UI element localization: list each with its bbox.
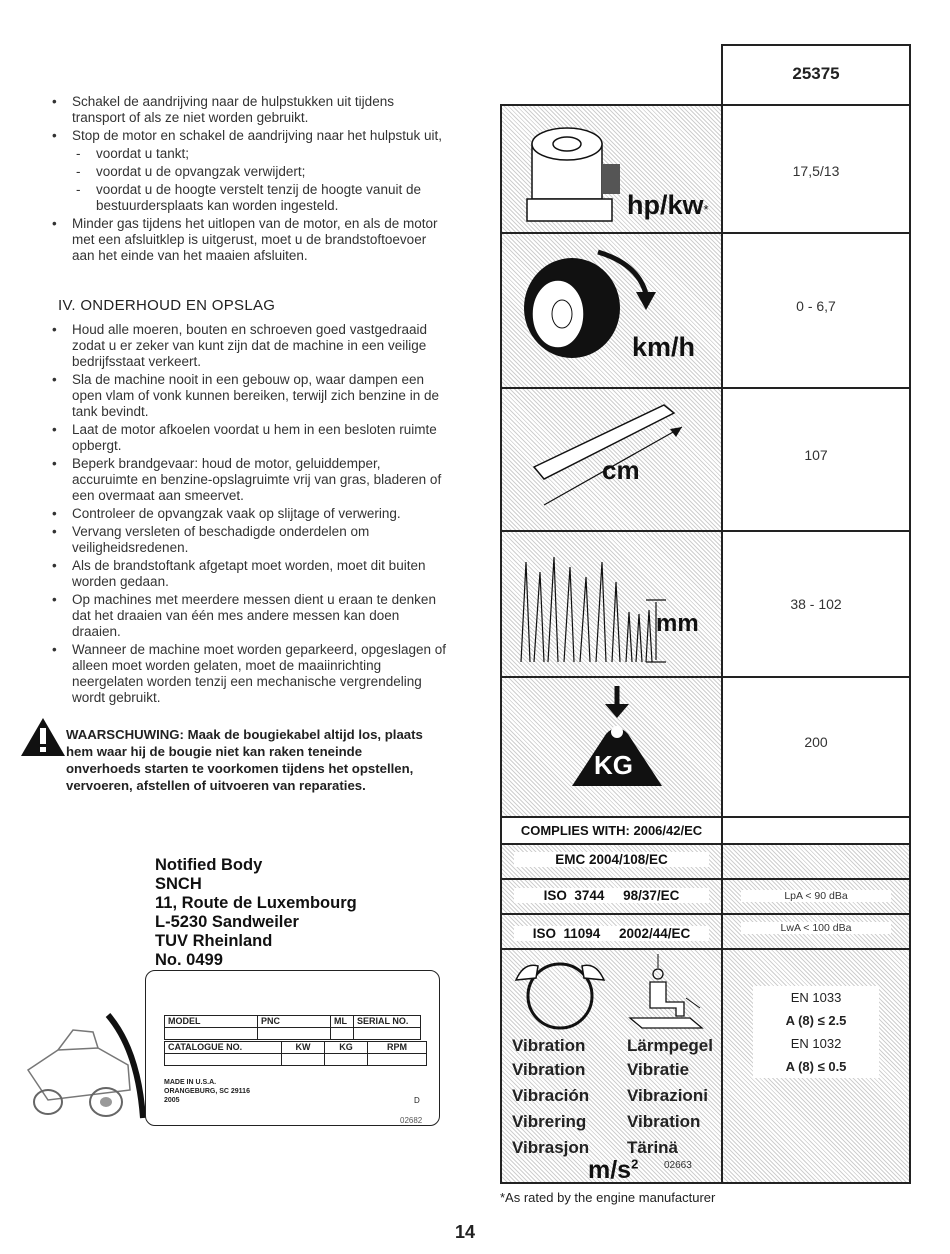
emc-text: EMC 2004/108/EC — [514, 852, 709, 867]
vib-value-1: EN 1033 — [790, 990, 842, 1005]
iso11094-cell — [500, 913, 723, 950]
label-plate — [145, 970, 440, 1126]
intro-item: - voordat u tankt; — [52, 146, 447, 162]
vibration-cell — [500, 948, 723, 1184]
iso11094-value-cell — [721, 913, 911, 950]
maintenance-item: • Wanneer de machine moet worden geparkeerd, opgeslagen of alleen moet worden gelaten, moet de maaiinrichting neergelaten worden tenzij een mechanische vergrendeling wordt gebruikt. — [52, 642, 447, 706]
notified-body-line: L-5230 Sandweiler — [155, 913, 299, 931]
speed-icon-cell — [500, 232, 723, 389]
vibration-value-cell — [721, 948, 911, 1184]
plate-model: MODEL — [165, 1016, 258, 1028]
weight-value: 200 — [804, 734, 828, 750]
plate-year: 2005 — [164, 1097, 180, 1104]
maintenance-item: • Beperk brandgevaar: houd de motor, geluiddemper, accuruimte en benzine-opslagruimte vrij van gras, bladeren of een overmaat aan smeervet. — [52, 456, 447, 504]
speed-value: 0 - 6,7 — [796, 298, 836, 314]
weight-icon-cell — [500, 676, 723, 818]
plate-ml: ML — [331, 1016, 354, 1028]
notified-body-line: SNCH — [155, 875, 202, 893]
cut-unit: cm — [602, 455, 640, 485]
plate-footer — [164, 1078, 250, 1105]
iso11094-value: LwA < 100 dBa — [741, 922, 891, 934]
vib-word-9: Vibrasjon — [512, 1138, 590, 1157]
plate-table — [164, 1015, 421, 1040]
vib-word-10: Tärinä — [627, 1138, 679, 1157]
cut-value: 107 — [804, 447, 828, 463]
vib-word-4: Vibratie — [627, 1060, 690, 1079]
power-icon-cell — [500, 104, 723, 234]
height-unit: mm — [656, 610, 699, 637]
vib-word-1: Vibration — [512, 1036, 586, 1055]
plate-corner: D — [414, 1096, 420, 1105]
vib-word-6: Vibrazioni — [627, 1086, 708, 1105]
model-number: 25375 — [792, 64, 840, 83]
footnote: *As rated by the engine manufacturer — [500, 1190, 716, 1205]
cut-value-cell — [721, 387, 911, 532]
iso3744-text: ISO 3744 98/37/EC — [514, 888, 709, 903]
vib-word-2: Lärmpegel — [627, 1036, 713, 1055]
plate-kg: KG — [325, 1042, 368, 1054]
emc-cell — [500, 843, 723, 880]
power-value-cell — [721, 104, 911, 234]
intro-item: - voordat u de opvangzak verwijdert; — [52, 164, 447, 180]
vib-word-3: Vibration — [512, 1060, 586, 1079]
iso11094-text: ISO 11094 2002/44/EC — [514, 926, 709, 941]
maintenance-item: • Als de brandstoftank afgetapt moet worden, moet dit buiten worden gedaan. — [52, 558, 447, 590]
vib-word-8: Vibration — [627, 1112, 701, 1131]
power-unit: hp/kw* — [627, 190, 709, 220]
intro-item: • Schakel de aandrijving naar de hulpstukken uit tijdens transport of als ze niet worden gebruikt. — [52, 94, 447, 126]
plate-kw: KW — [282, 1042, 325, 1054]
grass-icon — [516, 542, 666, 667]
page-number: 14 — [455, 1222, 476, 1242]
vib-unit: $m/s^2$ — [588, 1156, 639, 1184]
vib-value-4: A (8) ≤ 0.5 — [785, 1059, 847, 1074]
plate-address: ORANGEBURG, SC 29116 — [164, 1088, 250, 1095]
notified-body-line: No. 0499 — [155, 951, 223, 969]
vib-word-5: Vibración — [512, 1086, 590, 1105]
notified-body-line: Notified Body — [155, 856, 263, 874]
blade-icon — [524, 397, 689, 507]
model-header-cell — [721, 44, 911, 106]
notified-body — [155, 856, 357, 970]
plate-table-2 — [164, 1041, 427, 1066]
vib-code: 02663 — [664, 1160, 692, 1171]
iso3744-value-cell — [721, 878, 911, 915]
plate-made-in: MADE IN U.S.A. — [164, 1079, 217, 1086]
warning-icon — [20, 716, 66, 758]
height-value-cell — [721, 530, 911, 678]
plate-pnc: PNC — [258, 1016, 331, 1028]
speed-value-cell — [721, 232, 911, 389]
cut-icon-cell — [500, 387, 723, 532]
intro-item: • Minder gas tijdens het uitlopen van de motor, en als de motor met een afsluitklep is uitgerust, moet u de brandstoftoevoer aan het einde van het maaien afsluiten. — [52, 216, 447, 264]
intro-list — [52, 94, 447, 266]
warning-text: WAARSCHUWING: Maak de bougiekabel altijd los, plaats hem waar hij de bougie niet kan raken teneinde onverhoeds starten te voorkomen tijdens het opstellen, vervoeren, afstellen of uitvoeren van reparaties. — [66, 727, 423, 793]
steering-wheel-icon — [512, 956, 608, 1034]
section-heading: IV. ONDERHOUD EN OPSLAG — [58, 297, 276, 314]
intro-item: - voordat u de hoogte verstelt tenzij de hoogte vanuit de bestuurdersplaats kan worden ingesteld. — [52, 182, 447, 214]
maintenance-item: • Vervang versleten of beschadigde onderdelen om veiligheidsredenen. — [52, 524, 447, 556]
vib-value-3: EN 1032 — [790, 1036, 842, 1051]
speed-unit: km/h — [632, 332, 696, 362]
maintenance-item: • Sla de machine nooit in een gebouw op, waar dampen een open vlam of vonk kunnen bereiken, terwijl zich benzine in de tank bevindt. — [52, 372, 447, 420]
tractor-illustration — [18, 1010, 148, 1120]
vib-values — [753, 986, 879, 1078]
vib-value-2: A (8) ≤ 2.5 — [785, 1013, 847, 1028]
emc-value-cell — [721, 843, 911, 880]
maintenance-item: • Controleer de opvangzak vaak op slijtage of verwering. — [52, 506, 447, 522]
weight-unit: KG — [594, 750, 633, 780]
power-value: 17,5/13 — [792, 163, 840, 179]
vib-word-7: Vibrering — [512, 1112, 587, 1131]
maintenance-item: • Op machines met meerdere messen dient u eraan te denken dat het draaien van één mes andere messen kan doen draaien. — [52, 592, 447, 640]
engine-icon — [522, 114, 627, 229]
maintenance-list — [52, 322, 447, 708]
complies-text: COMPLIES WITH: 2006/42/EC — [520, 823, 703, 838]
plate-code: 02682 — [400, 1116, 423, 1125]
height-icon-cell — [500, 530, 723, 678]
height-value: 38 - 102 — [790, 596, 842, 612]
weight-value-cell — [721, 676, 911, 818]
plate-serial: SERIAL NO. — [354, 1016, 421, 1028]
iso3744-cell — [500, 878, 723, 915]
complies-cell — [500, 816, 723, 845]
iso3744-value: LpA < 90 dBa — [741, 890, 891, 902]
seated-operator-icon — [620, 952, 715, 1032]
intro-item: • Stop de motor en schakel de aandrijving naar het hulpstuk uit, — [52, 128, 447, 144]
notified-body-line: TUV Rheinland — [155, 932, 273, 950]
notified-body-line: 11, Route de Luxembourg — [155, 894, 357, 912]
maintenance-item: • Houd alle moeren, bouten en schroeven goed vastgedraaid zodat u er zeker van kunt zijn dat de machine in een veilige bedrijfsstaat verkeert. — [52, 322, 447, 370]
maintenance-item: • Laat de motor afkoelen voordat u hem in een besloten ruimte opbergt. — [52, 422, 447, 454]
plate-rpm: RPM — [368, 1042, 427, 1054]
plate-catalogue: CATALOGUE NO. — [165, 1042, 282, 1054]
complies-value-cell — [721, 816, 911, 845]
